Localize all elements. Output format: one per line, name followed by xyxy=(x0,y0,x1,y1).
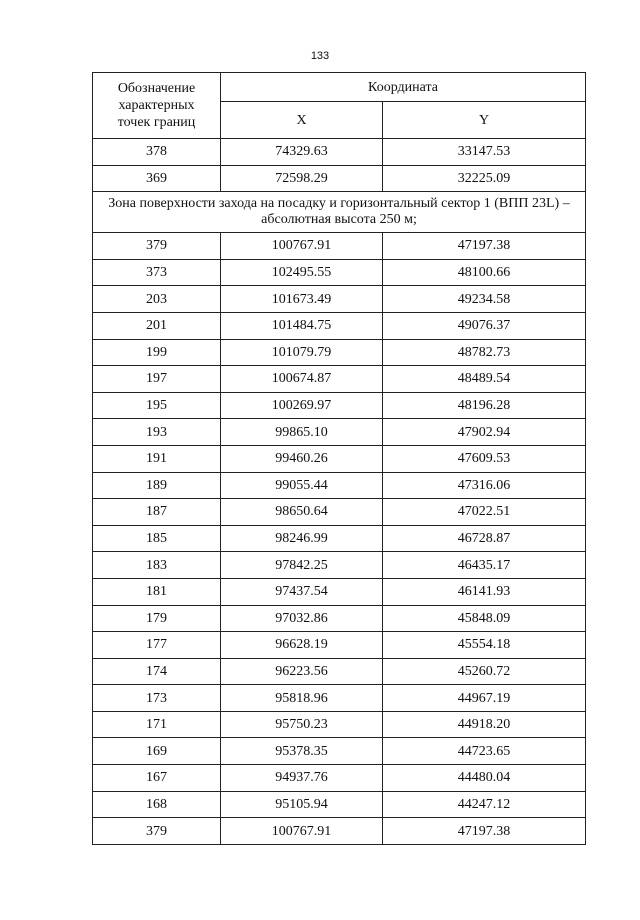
x-coordinate-cell: 97437.54 xyxy=(221,578,383,605)
table-row xyxy=(93,605,586,632)
y-coordinate-cell: 49076.37 xyxy=(383,312,586,339)
point-cell: 171 xyxy=(93,711,221,738)
point-cell: 181 xyxy=(93,578,221,605)
table-row xyxy=(93,818,586,845)
point-cell: 193 xyxy=(93,419,221,446)
table-row xyxy=(93,685,586,712)
table-row xyxy=(93,259,586,286)
y-coordinate-cell: 45260.72 xyxy=(383,658,586,685)
table-row xyxy=(93,578,586,605)
coordinate-header: Координата xyxy=(221,73,586,102)
table-row xyxy=(93,552,586,579)
y-coordinate-cell: 47316.06 xyxy=(383,472,586,499)
table-row xyxy=(93,445,586,472)
y-coordinate-cell: 48489.54 xyxy=(383,366,586,393)
table-row xyxy=(93,286,586,313)
y-coordinate-cell: 47609.53 xyxy=(383,445,586,472)
x-coordinate-cell: 74329.63 xyxy=(221,139,383,166)
y-coordinate-cell: 44967.19 xyxy=(383,685,586,712)
y-coordinate-cell: 46141.93 xyxy=(383,578,586,605)
y-coordinate-cell: 48196.28 xyxy=(383,392,586,419)
point-cell: 177 xyxy=(93,632,221,659)
x-coordinate-cell: 97032.86 xyxy=(221,605,383,632)
table-row xyxy=(93,738,586,765)
zone-title-row xyxy=(93,192,586,233)
x-coordinate-cell: 100767.91 xyxy=(221,818,383,845)
x-coordinate-cell: 97842.25 xyxy=(221,552,383,579)
x-coordinate-cell: 98650.64 xyxy=(221,499,383,526)
table-row xyxy=(93,472,586,499)
y-coordinate-cell: 49234.58 xyxy=(383,286,586,313)
table-row xyxy=(93,312,586,339)
y-coordinate-cell: 47197.38 xyxy=(383,818,586,845)
point-cell: 199 xyxy=(93,339,221,366)
point-cell: 197 xyxy=(93,366,221,393)
point-cell: 189 xyxy=(93,472,221,499)
y-coordinate-cell: 46728.87 xyxy=(383,525,586,552)
y-column-header: Y xyxy=(383,102,586,139)
y-coordinate-cell: 33147.53 xyxy=(383,139,586,166)
x-coordinate-cell: 100767.91 xyxy=(221,233,383,260)
point-cell: 379 xyxy=(93,818,221,845)
table-row xyxy=(93,632,586,659)
y-coordinate-cell: 44247.12 xyxy=(383,791,586,818)
table-row xyxy=(93,419,586,446)
point-cell: 187 xyxy=(93,499,221,526)
point-cell: 169 xyxy=(93,738,221,765)
y-coordinate-cell: 45848.09 xyxy=(383,605,586,632)
table-row xyxy=(93,499,586,526)
y-coordinate-cell: 48782.73 xyxy=(383,339,586,366)
point-cell: 373 xyxy=(93,259,221,286)
x-coordinate-cell: 96628.19 xyxy=(221,632,383,659)
point-cell: 379 xyxy=(93,233,221,260)
x-coordinate-cell: 95818.96 xyxy=(221,685,383,712)
point-cell: 191 xyxy=(93,445,221,472)
x-coordinate-cell: 102495.55 xyxy=(221,259,383,286)
table-row xyxy=(93,791,586,818)
table-row xyxy=(93,139,586,166)
zone-title: Зона поверхности захода на посадку и горизонтальный сектор 1 (ВПП 23L) – абсолютная высота 250 м; xyxy=(93,192,586,233)
point-header-line: характерных xyxy=(118,98,195,113)
x-coordinate-cell: 95105.94 xyxy=(221,791,383,818)
x-coordinate-cell: 99055.44 xyxy=(221,472,383,499)
point-cell: 369 xyxy=(93,165,221,192)
x-coordinate-cell: 95378.35 xyxy=(221,738,383,765)
y-coordinate-cell: 48100.66 xyxy=(383,259,586,286)
table-row xyxy=(93,233,586,260)
table-row xyxy=(93,765,586,792)
x-coordinate-cell: 100674.87 xyxy=(221,366,383,393)
y-coordinate-cell: 45554.18 xyxy=(383,632,586,659)
y-coordinate-cell: 44480.04 xyxy=(383,765,586,792)
point-header-line: точек границ xyxy=(117,115,196,130)
y-coordinate-cell: 32225.09 xyxy=(383,165,586,192)
y-coordinate-cell: 44723.65 xyxy=(383,738,586,765)
point-cell: 173 xyxy=(93,685,221,712)
point-cell: 183 xyxy=(93,552,221,579)
x-coordinate-cell: 101484.75 xyxy=(221,312,383,339)
point-cell: 378 xyxy=(93,139,221,166)
y-coordinate-cell: 47022.51 xyxy=(383,499,586,526)
point-cell: 201 xyxy=(93,312,221,339)
point-cell: 167 xyxy=(93,765,221,792)
table-row xyxy=(93,339,586,366)
x-column-header: X xyxy=(221,102,383,139)
x-coordinate-cell: 101673.49 xyxy=(221,286,383,313)
x-coordinate-cell: 94937.76 xyxy=(221,765,383,792)
x-coordinate-cell: 101079.79 xyxy=(221,339,383,366)
y-coordinate-cell: 47197.38 xyxy=(383,233,586,260)
point-header-line: Обозначение xyxy=(117,81,196,96)
table-header-row xyxy=(93,73,586,102)
table-row xyxy=(93,711,586,738)
point-designation-header xyxy=(93,73,221,139)
point-cell: 179 xyxy=(93,605,221,632)
y-coordinate-cell: 44918.20 xyxy=(383,711,586,738)
table-row xyxy=(93,392,586,419)
point-cell: 203 xyxy=(93,286,221,313)
x-coordinate-cell: 99460.26 xyxy=(221,445,383,472)
x-coordinate-cell: 100269.97 xyxy=(221,392,383,419)
page-number: 133 xyxy=(310,50,330,62)
y-coordinate-cell: 46435.17 xyxy=(383,552,586,579)
table-row xyxy=(93,165,586,192)
table-row xyxy=(93,658,586,685)
x-coordinate-cell: 99865.10 xyxy=(221,419,383,446)
point-cell: 195 xyxy=(93,392,221,419)
point-cell: 168 xyxy=(93,791,221,818)
point-cell: 185 xyxy=(93,525,221,552)
y-coordinate-cell: 47902.94 xyxy=(383,419,586,446)
table-row xyxy=(93,525,586,552)
coordinates-table xyxy=(92,72,586,845)
x-coordinate-cell: 72598.29 xyxy=(221,165,383,192)
point-cell: 174 xyxy=(93,658,221,685)
x-coordinate-cell: 95750.23 xyxy=(221,711,383,738)
x-coordinate-cell: 98246.99 xyxy=(221,525,383,552)
table-row xyxy=(93,366,586,393)
x-coordinate-cell: 96223.56 xyxy=(221,658,383,685)
